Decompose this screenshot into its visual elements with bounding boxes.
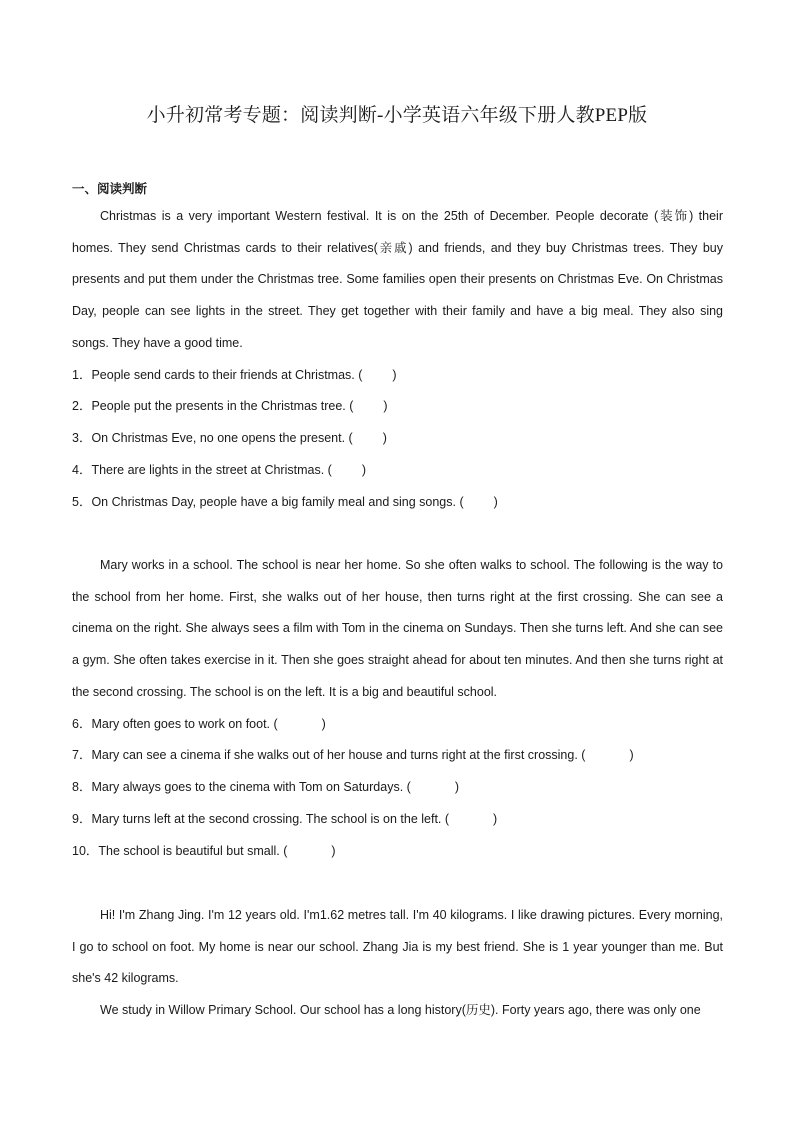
question-number: 8． bbox=[72, 780, 92, 795]
question-text: On Christmas Day, people have a big family meal and sing songs. ( bbox=[91, 494, 464, 509]
question-text: Mary always goes to the cinema with Tom on Saturdays. ( bbox=[91, 780, 411, 795]
question-item bbox=[72, 709, 723, 741]
question-text: People send cards to their friends at Christmas. ( bbox=[91, 367, 363, 382]
question-close: ) bbox=[493, 811, 498, 826]
section-heading: 一、阅读判断 bbox=[72, 182, 148, 196]
question-number: 9． bbox=[72, 811, 92, 826]
passage-3-continued: We study in Willow Primary School. Our school has a long history(历史). Forty years ago, there was only one bbox=[100, 1003, 701, 1018]
question-close: ) bbox=[331, 843, 336, 858]
passage-3: Hi! I'm Zhang Jing. I'm 12 years old. I'm1.62 metres tall. I'm 40 kilograms. I like drawing pictures. Every morning, I go to school on foot. My home is near our school. Zhang Jia is my best friend. She is 1 year younger than me. But she's 42 kilograms. bbox=[72, 908, 723, 986]
question-item bbox=[72, 455, 723, 487]
question-close: ) bbox=[493, 494, 498, 509]
question-item bbox=[72, 740, 723, 772]
question-number: 10． bbox=[72, 843, 99, 858]
question-close: ) bbox=[629, 748, 634, 763]
question-close: ) bbox=[321, 716, 326, 731]
question-number: 3． bbox=[72, 431, 92, 446]
question-list-2 bbox=[72, 709, 723, 868]
passage-3-block bbox=[72, 900, 723, 1027]
question-text: Mary can see a cinema if she walks out of her house and turns right at the first crossing. ( bbox=[91, 748, 586, 763]
question-number: 6． bbox=[72, 716, 92, 731]
question-item bbox=[72, 487, 723, 519]
question-text: On Christmas Eve, no one opens the present. ( bbox=[91, 431, 353, 446]
question-text: People put the presents in the Christmas tree. ( bbox=[91, 399, 354, 414]
question-item bbox=[72, 772, 723, 804]
question-close: ) bbox=[383, 399, 388, 414]
question-number: 5． bbox=[72, 494, 92, 509]
question-item bbox=[72, 423, 723, 455]
question-text: The school is beautiful but small. ( bbox=[98, 843, 288, 858]
question-item bbox=[72, 360, 723, 392]
passage-2: Mary works in a school. The school is near her home. So she often walks to school. The following is the way to the school from her home. First, she walks out of her house, then turns right at the first crossing. She can see a cinema on the right. She always sees a film with Tom in the cinema on Sundays. Then she turns left. And she can see a gym. She often takes exercise in it. Then she goes straight ahead for about ten minutes. And then she turns right at the second crossing. The school is on the left. It is a big and beautiful school. bbox=[72, 558, 723, 699]
question-close: ) bbox=[361, 462, 366, 477]
question-text: Mary often goes to work on foot. ( bbox=[91, 716, 278, 731]
question-number: 1． bbox=[72, 367, 92, 382]
passage-1: Christmas is a very important Western festival. It is on the 25th of December. People decorate (装饰) their homes. They send Christmas cards to their relatives(亲戚) and friends, and they buy Christmas trees. They buy presents and put them under the Christmas tree. Some families open their presents on Christmas Eve. On Christmas Day, people can see lights in the street. They get together with their family and have a big meal. They also sing songs. They have a good time. bbox=[72, 209, 723, 350]
question-close: ) bbox=[392, 367, 397, 382]
question-close: ) bbox=[382, 431, 387, 446]
question-close: ) bbox=[454, 780, 459, 795]
question-item bbox=[72, 804, 723, 836]
passage-1-block bbox=[72, 201, 723, 519]
passage-2-block bbox=[72, 550, 723, 868]
question-text: Mary turns left at the second crossing. The school is on the left. ( bbox=[91, 811, 450, 826]
question-item bbox=[72, 391, 723, 423]
page-title: 小升初常考专题：阅读判断-小学英语六年级下册人教PEP版 bbox=[146, 105, 648, 126]
question-list-1 bbox=[72, 360, 723, 519]
question-number: 7． bbox=[72, 748, 92, 763]
question-item bbox=[72, 836, 723, 868]
question-number: 4． bbox=[72, 462, 92, 477]
question-number: 2． bbox=[72, 399, 92, 414]
question-text: There are lights in the street at Christmas. ( bbox=[91, 462, 332, 477]
